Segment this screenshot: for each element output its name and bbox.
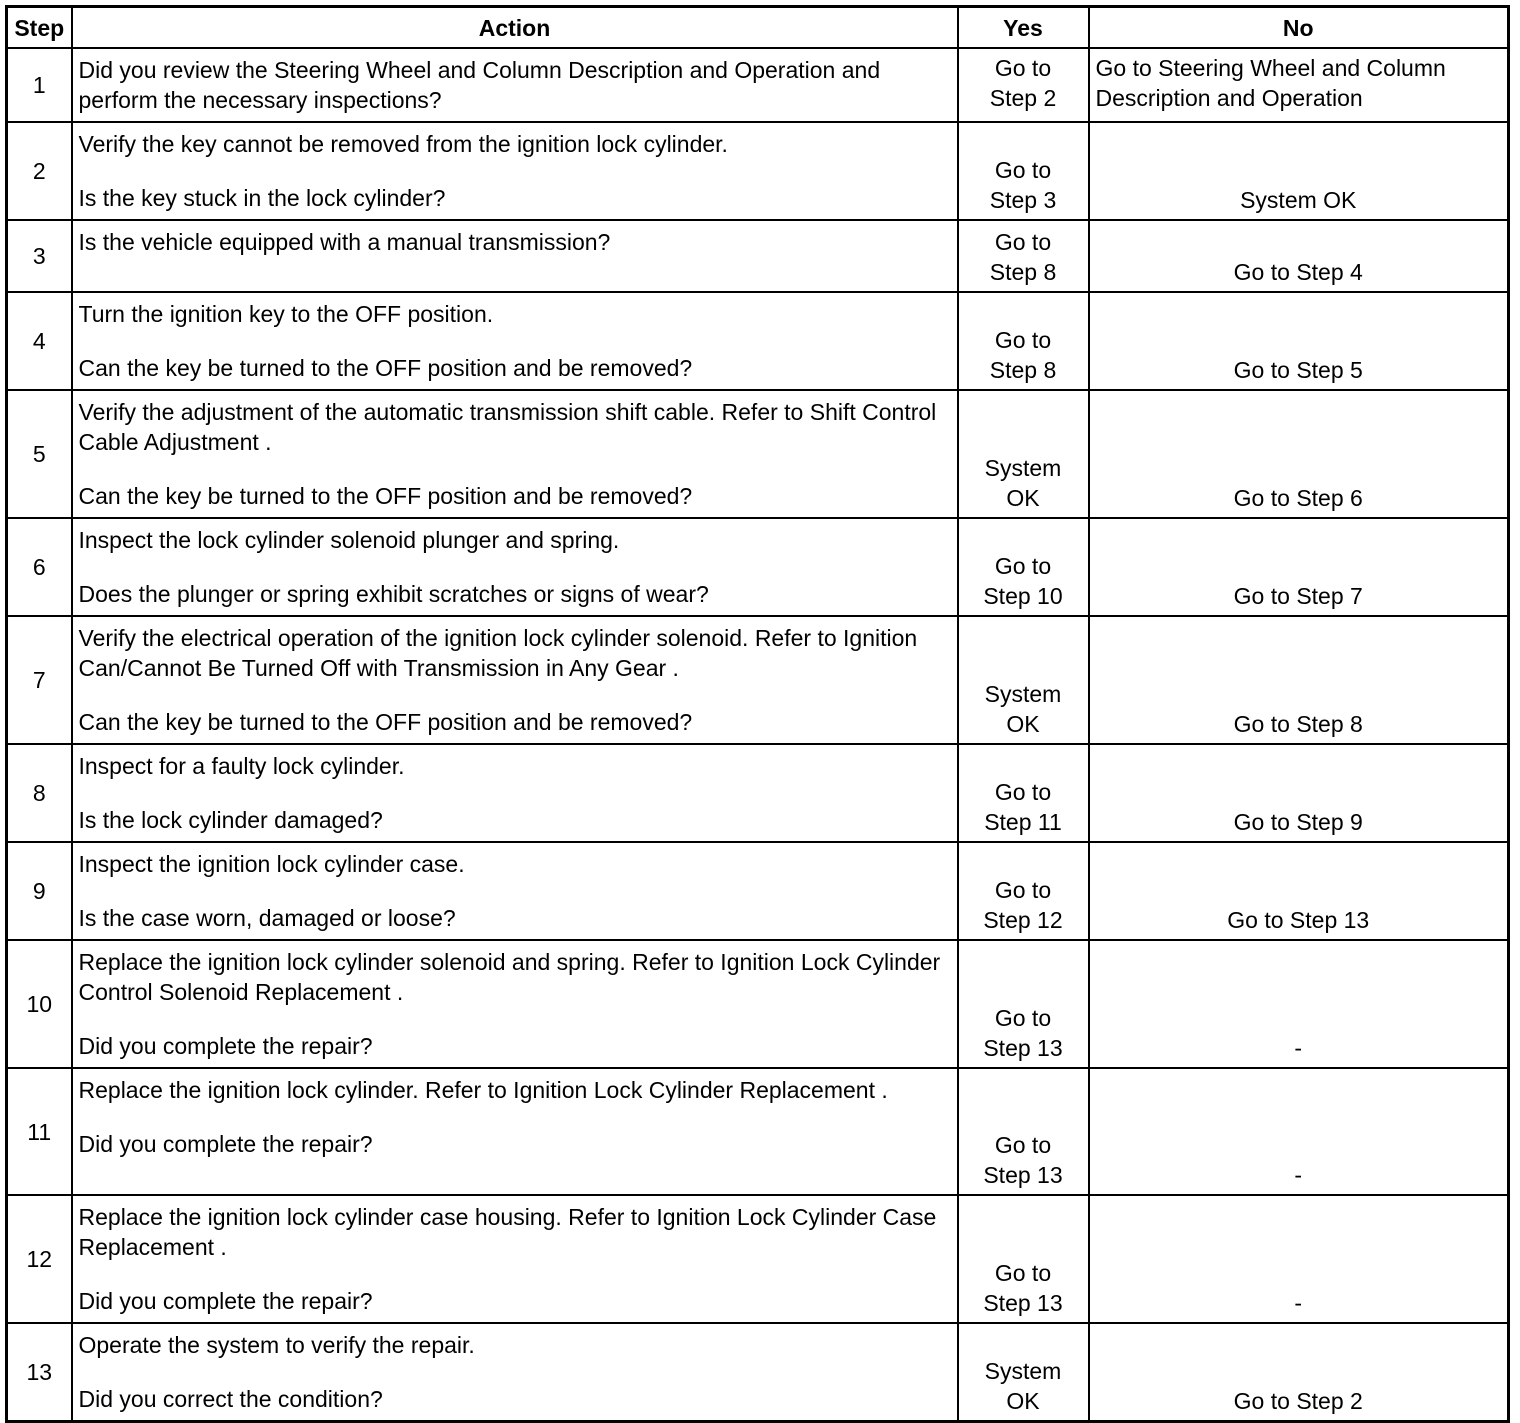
action-question: Did you complete the repair? <box>78 1288 373 1314</box>
step-number: 5 <box>7 390 72 518</box>
action-question: Did you complete the repair? <box>78 1131 373 1157</box>
table-row <box>7 616 1509 744</box>
action-cell <box>72 842 958 940</box>
yes-result: Go to Step 10 <box>958 518 1089 616</box>
action-question: Can the key be turned to the OFF position and be removed? <box>78 709 693 735</box>
table-row <box>7 940 1509 1068</box>
yes-result: System OK <box>958 1323 1089 1422</box>
table-row <box>7 744 1509 842</box>
action-question: Is the vehicle equipped with a manual transmission? <box>78 229 611 255</box>
action-instruction: Inspect for a faulty lock cylinder. <box>78 753 405 779</box>
action-cell <box>72 616 958 744</box>
step-number: 6 <box>7 518 72 616</box>
action-question: Can the key be turned to the OFF position and be removed? <box>78 483 693 509</box>
no-result: Go to Step 8 <box>1089 616 1509 744</box>
action-instruction: Verify the adjustment of the automatic transmission shift cable. Refer to Shift Control Cable Adjustment . <box>78 399 943 455</box>
action-instruction: Inspect the ignition lock cylinder case. <box>78 851 465 877</box>
table-body <box>7 48 1509 1422</box>
step-number: 3 <box>7 220 72 292</box>
action-instruction: Verify the key cannot be removed from the ignition lock cylinder. <box>78 131 728 157</box>
table-row <box>7 1323 1509 1422</box>
action-question: Did you complete the repair? <box>78 1033 373 1059</box>
action-cell <box>72 518 958 616</box>
yes-result: Go to Step 3 <box>958 122 1089 220</box>
action-question: Did you correct the condition? <box>78 1386 383 1412</box>
action-cell <box>72 48 958 122</box>
step-number: 11 <box>7 1068 72 1195</box>
yes-result: Go to Step 13 <box>958 1195 1089 1323</box>
no-result: Go to Step 5 <box>1089 292 1509 390</box>
table-row <box>7 390 1509 518</box>
no-result: Go to Steering Wheel and Column Description and Operation <box>1089 48 1509 122</box>
yes-result: Go to Step 8 <box>958 292 1089 390</box>
table-row <box>7 1195 1509 1323</box>
action-cell <box>72 390 958 518</box>
action-instruction: Operate the system to verify the repair. <box>78 1332 475 1358</box>
action-question: Is the key stuck in the lock cylinder? <box>78 185 446 211</box>
no-result: Go to Step 6 <box>1089 390 1509 518</box>
action-cell <box>72 292 958 390</box>
step-number: 12 <box>7 1195 72 1323</box>
action-cell <box>72 1068 958 1195</box>
action-instruction: Inspect the lock cylinder solenoid plunger and spring. <box>78 527 620 553</box>
action-question: Does the plunger or spring exhibit scratches or signs of wear? <box>78 581 709 607</box>
action-instruction: Turn the ignition key to the OFF position. <box>78 301 494 327</box>
header-action: Action <box>72 7 958 49</box>
header-yes: Yes <box>958 7 1089 49</box>
no-result: - <box>1089 1068 1509 1195</box>
action-cell <box>72 940 958 1068</box>
no-result: - <box>1089 1195 1509 1323</box>
action-cell <box>72 220 958 292</box>
action-instruction: Replace the ignition lock cylinder. Refer to Ignition Lock Cylinder Replacement . <box>78 1077 888 1103</box>
no-result: Go to Step 2 <box>1089 1323 1509 1422</box>
action-question: Did you review the Steering Wheel and Column Description and Operation and perform the necessary inspections? <box>78 57 887 113</box>
table-row <box>7 518 1509 616</box>
table-row <box>7 48 1509 122</box>
step-number: 1 <box>7 48 72 122</box>
yes-result: Go to Step 12 <box>958 842 1089 940</box>
action-cell <box>72 1323 958 1422</box>
table-row <box>7 122 1509 220</box>
header-step: Step <box>7 7 72 49</box>
action-instruction: Replace the ignition lock cylinder solenoid and spring. Refer to Ignition Lock Cylinder Control Solenoid Replacement . <box>78 949 947 1005</box>
action-instruction: Verify the electrical operation of the ignition lock cylinder solenoid. Refer to Ignition Can/Cannot Be Turned Off with Transmission in Any Gear . <box>78 625 924 681</box>
yes-result: System OK <box>958 616 1089 744</box>
table-row <box>7 1068 1509 1195</box>
step-number: 9 <box>7 842 72 940</box>
table-row <box>7 220 1509 292</box>
header-row <box>7 7 1509 49</box>
no-result: Go to Step 4 <box>1089 220 1509 292</box>
action-question: Can the key be turned to the OFF position and be removed? <box>78 355 693 381</box>
action-cell <box>72 744 958 842</box>
step-number: 7 <box>7 616 72 744</box>
step-number: 4 <box>7 292 72 390</box>
header-no: No <box>1089 7 1509 49</box>
no-result: - <box>1089 940 1509 1068</box>
step-number: 13 <box>7 1323 72 1422</box>
step-number: 10 <box>7 940 72 1068</box>
diagnostic-table <box>5 5 1510 1423</box>
action-instruction: Replace the ignition lock cylinder case housing. Refer to Ignition Lock Cylinder Case Replacement . <box>78 1204 943 1260</box>
no-result: Go to Step 9 <box>1089 744 1509 842</box>
step-number: 8 <box>7 744 72 842</box>
no-result: Go to Step 13 <box>1089 842 1509 940</box>
action-question: Is the lock cylinder damaged? <box>78 807 383 833</box>
table-row <box>7 842 1509 940</box>
yes-result: Go to Step 13 <box>958 940 1089 1068</box>
no-result: Go to Step 7 <box>1089 518 1509 616</box>
no-result: System OK <box>1089 122 1509 220</box>
action-cell <box>72 1195 958 1323</box>
yes-result: Go to Step 2 <box>958 48 1089 122</box>
step-number: 2 <box>7 122 72 220</box>
yes-result: Go to Step 11 <box>958 744 1089 842</box>
yes-result: System OK <box>958 390 1089 518</box>
action-cell <box>72 122 958 220</box>
yes-result: Go to Step 8 <box>958 220 1089 292</box>
yes-result: Go to Step 13 <box>958 1068 1089 1195</box>
action-question: Is the case worn, damaged or loose? <box>78 905 456 931</box>
table-row <box>7 292 1509 390</box>
